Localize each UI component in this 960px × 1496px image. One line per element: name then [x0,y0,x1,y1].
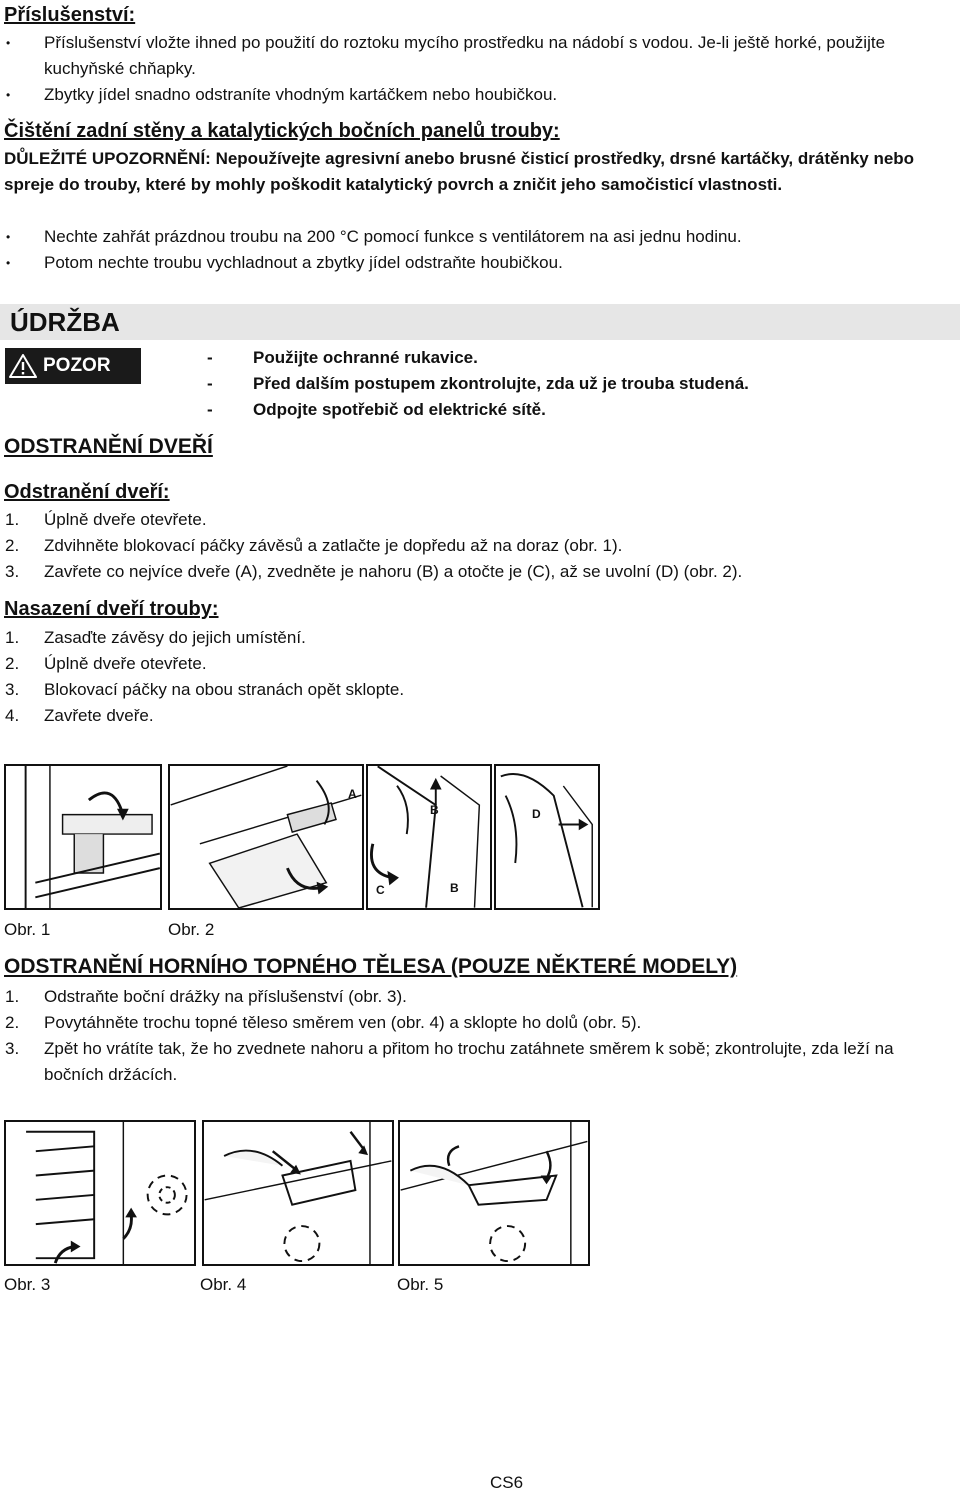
warning-text: Nepoužívejte agresivní anebo brusné čisticí prostředky, drsné kartáčky, drátěnky nebo spreje do trouby, které by mohly poškodit katalytický povrch a zničit jeho samočisticí vlastnosti. [4,149,915,194]
heating-element-title: ODSTRANĚNÍ HORNÍHO TOPNÉHO TĚLESA (POUZE NĚKTERÉ MODELY) [4,955,738,978]
fig-label-b2: B [450,881,459,895]
caution-badge [5,348,141,384]
warning-icon [9,353,37,379]
caption-obr-1: Obr. 1 [4,920,51,939]
door-rotate-illustration [368,766,490,908]
accessories-list [0,30,930,108]
element-tilt-illustration [400,1122,588,1264]
list-item: 3. Blokovací páčky na obou stranách opět sklopte. [5,680,405,699]
list-item: - Před dalším postupem zkontrolujte, zda už je trouba studená. [203,371,943,397]
side-rack-illustration [6,1122,194,1264]
list-item: 4. Zavřete dveře. [5,706,154,725]
list-item: 2. Povytáhněte trochu topné těleso směrem ven (obr. 4) a sklopte ho dolů (obr. 5). [5,1013,642,1032]
caption-obr-5: Obr. 5 [397,1275,444,1294]
door-removal-title: Odstranění dveří: [4,481,170,503]
fig-label-d: D [532,807,541,821]
list-item: 2. Úplně dveře otevřete. [5,654,207,673]
maintenance-title: ÚDRŽBA [10,307,120,337]
fig-label-a: A [348,787,357,801]
caution-label: POZOR [43,355,111,376]
hinge-lever-illustration [6,766,160,908]
caption-obr-3: Obr. 3 [4,1275,51,1294]
figure-4 [202,1120,394,1266]
list-item: • Potom nechte troubu vychladnout a zbytky jídel odstraňte houbičkou. [0,250,950,276]
figure-5 [398,1120,590,1266]
figure-2b [366,764,492,910]
list-item: 3. Zavřete co nejvíce dveře (A), zvedněte je nahoru (B) a otočte je (C), až se uvolní (D) (obr. 2). [5,562,743,581]
list-item: • Nechte zahřát prázdnou troubu na 200 °C pomocí funkce s ventilátorem na asi jednu hodinu. [0,224,950,250]
list-item: - Použijte ochranné rukavice. [203,345,943,371]
list-item: 3. Zpět ho vrátíte tak, že ho zvednete nahoru a přitom ho trochu zatáhnete směrem k sobě; zkontrolujte, zda leží na bočních držácích. [5,1039,894,1084]
cleaning-warning [4,146,954,198]
door-removal-steps [0,507,950,585]
list-item: 1. Úplně dveře otevřete. [5,510,207,529]
figure-2a [168,764,364,910]
warning-label: DŮLEŽITÉ UPOZORNĚNÍ: [4,149,211,168]
list-item: 1. Zasaďte závěsy do jejich umístění. [5,628,306,647]
cleaning-title: Čištění zadní stěny a katalytických bočních panelů trouby: [4,120,560,142]
cleaning-list [0,224,950,276]
fig-label-b: B [430,803,439,817]
list-item: 1. Odstraňte boční drážky na příslušenství (obr. 3). [5,987,407,1006]
heating-element-steps [0,984,950,1088]
caption-obr-4: Obr. 4 [200,1275,247,1294]
fig-label-c: C [376,883,385,897]
caution-list [203,345,943,423]
figure-2c [494,764,600,910]
door-refit-steps [0,625,950,729]
door-section-title: ODSTRANĚNÍ DVEŘÍ [4,435,213,458]
door-lift-illustration [170,766,362,908]
door-refit-title: Nasazení dveří trouby: [4,598,219,620]
figure-1 [4,764,162,910]
list-item: - Odpojte spotřebič od elektrické sítě. [203,397,943,423]
page-number: CS6 [490,1473,524,1492]
figure-3 [4,1120,196,1266]
list-item: 2. Zdvihněte blokovací páčky závěsů a zatlačte je dopředu až na doraz (obr. 1). [5,536,623,555]
list-item: • Příslušenství vložte ihned po použití do roztoku mycího prostředku na nádobí s vodou. Je-li ještě horké, použijte kuchyňské chňapky. [0,30,930,82]
section-band [0,304,960,340]
accessories-title: Příslušenství: [4,4,136,26]
door-release-illustration [496,766,598,908]
caption-obr-2: Obr. 2 [168,920,215,939]
list-item: • Zbytky jídel snadno odstraníte vhodným kartáčkem nebo houbičkou. [0,82,930,108]
element-pull-illustration [204,1122,392,1264]
